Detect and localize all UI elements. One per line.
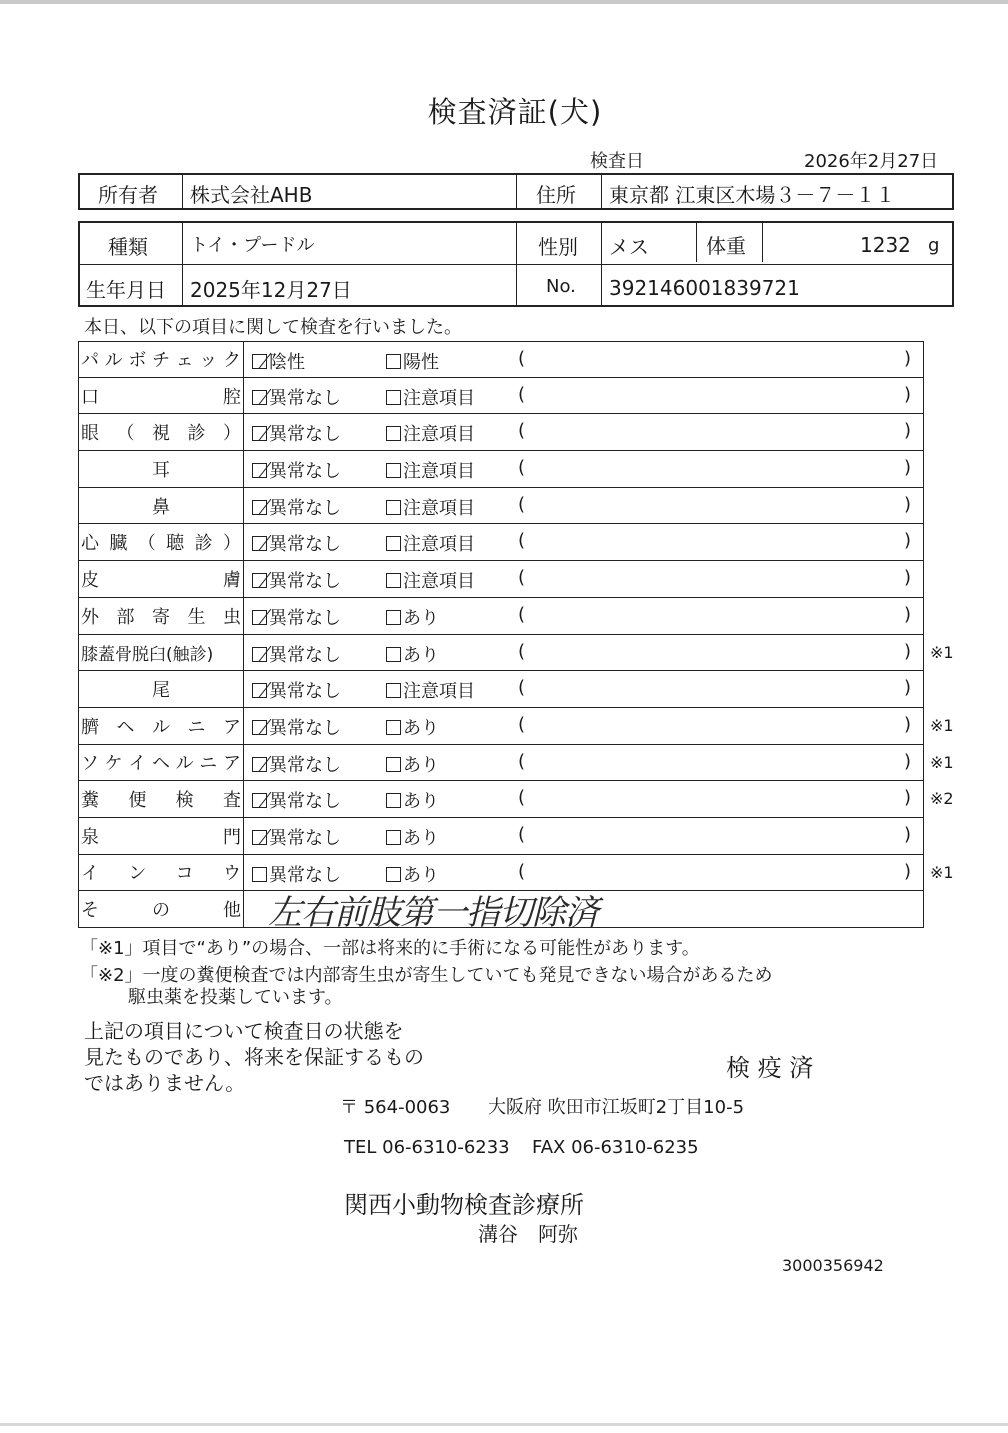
row-border (923, 524, 924, 560)
label-char: 視 (152, 423, 170, 445)
option-abnormal (386, 420, 475, 446)
option-abnormal-label: あり (403, 644, 439, 666)
paren-open: ( (518, 348, 526, 369)
option-normal-label: 異常なし (269, 607, 341, 629)
owner-value: 株式会社AHB (190, 183, 313, 207)
paren-open: ( (518, 493, 526, 515)
paren-close: ) (904, 603, 912, 625)
label-char: 心 (81, 533, 99, 555)
sex-label: 性別 (538, 235, 578, 259)
option-abnormal (386, 787, 439, 813)
item-label (78, 524, 244, 560)
label-char: ヘ (151, 753, 170, 775)
table-row (78, 818, 924, 855)
paren-open: ( (518, 750, 526, 772)
checkbox-icon[interactable] (252, 500, 267, 515)
option-abnormal-label: 注意項目 (403, 571, 475, 593)
disclaimer-line-3: ではありません。 (84, 1071, 246, 1095)
table-row (78, 708, 954, 745)
inspection-date-label: 検査日 (590, 151, 644, 172)
table-row (78, 745, 954, 782)
label-char: 眼 (81, 423, 99, 445)
label-char: 臍 (81, 716, 99, 738)
option-normal-label: 異常なし (269, 864, 341, 886)
checkbox-icon[interactable] (252, 426, 267, 441)
option-abnormal (386, 384, 475, 410)
option-abnormal (386, 641, 439, 667)
option-normal (252, 530, 341, 556)
label-char: 便 (128, 790, 147, 812)
item-label: 鼻 (78, 488, 244, 524)
paren-close: ) (904, 750, 912, 772)
option-normal (252, 457, 341, 483)
item-label: 耳 (78, 451, 244, 487)
paren-open: ( (518, 383, 526, 405)
option-normal (252, 787, 341, 813)
option-abnormal (386, 567, 475, 593)
option-normal-label: 異常なし (269, 681, 341, 703)
item-label (78, 561, 244, 597)
option-normal-label: 異常なし (269, 827, 341, 849)
clinic-tel: TEL 06-6310-6233 (344, 1137, 510, 1158)
label-char: ） (223, 423, 241, 445)
label-char: 他 (223, 900, 241, 922)
paren-close: ) (904, 530, 912, 552)
document-title: 検査済証(犬) (427, 95, 603, 129)
option-normal-label: 異常なし (269, 534, 341, 556)
row-border (923, 891, 924, 927)
checkbox-icon[interactable] (252, 757, 267, 772)
table-row (78, 561, 924, 598)
weight-label: 体重 (706, 234, 746, 258)
label-char: 糞 (81, 790, 99, 812)
table-row (78, 341, 924, 378)
label-char: イ (128, 753, 147, 775)
scan-top-edge (0, 0, 1008, 4)
option-normal (252, 604, 341, 630)
option-normal (252, 677, 341, 703)
row-border (923, 745, 924, 781)
option-normal-label: 異常なし (269, 571, 341, 593)
sex-value: メス (609, 235, 649, 259)
item-label (78, 378, 244, 414)
label-char: 生 (187, 606, 206, 628)
breed-value: トイ・プードル (190, 235, 315, 256)
table-row-other (78, 891, 924, 934)
option-abnormal-label: あり (403, 607, 439, 629)
row-border (923, 818, 924, 854)
checkbox-icon[interactable] (386, 683, 401, 698)
option-normal (252, 861, 341, 887)
option-normal (252, 384, 341, 410)
label-char: 診 (187, 423, 206, 445)
label-char: ア (222, 753, 241, 775)
label-char: ル (104, 350, 123, 372)
label-char: ） (222, 533, 241, 555)
checkbox-icon[interactable] (386, 354, 401, 369)
scan-bottom-edge (0, 1423, 1008, 1426)
option-abnormal (386, 494, 475, 520)
note-3: 駆虫薬を投薬しています。 (128, 987, 343, 1008)
weight-value: 1232 (860, 233, 911, 257)
item-label (78, 818, 244, 854)
option-normal-label: 異常なし (269, 717, 341, 739)
table-row (78, 524, 924, 561)
row-border (923, 598, 924, 634)
clinic-fax: FAX 06-6310-6235 (532, 1137, 699, 1158)
paren-close: ) (904, 860, 912, 882)
label-char: ボ (128, 350, 147, 372)
label-char: 門 (223, 826, 241, 848)
option-abnormal-label: あり (403, 864, 439, 886)
label-char: 口 (81, 386, 99, 408)
checkbox-icon[interactable] (252, 830, 267, 845)
label-char: パ (81, 350, 99, 372)
address-value: 東京都 江東区木場３－７－１１ (609, 183, 896, 207)
label-char: イ (81, 863, 99, 885)
option-abnormal (386, 348, 439, 374)
checkbox-icon[interactable] (252, 573, 267, 588)
row-border (923, 488, 924, 524)
checkbox-icon[interactable] (386, 573, 401, 588)
option-normal-label: 異常なし (269, 461, 341, 483)
label-char: 聴 (166, 533, 185, 555)
checkbox-icon[interactable] (386, 610, 401, 625)
option-normal (252, 567, 341, 593)
row-footnote-mark: ※1 (930, 862, 954, 882)
label-char: ク (222, 350, 241, 372)
checkbox-icon[interactable] (386, 867, 401, 882)
paren-open: ( (518, 567, 526, 589)
option-abnormal (386, 677, 475, 703)
option-abnormal (386, 751, 439, 777)
checkbox-icon[interactable] (386, 536, 401, 551)
row-border (923, 708, 924, 744)
owner-table (78, 173, 954, 210)
option-abnormal (386, 861, 439, 887)
paren-close: ) (904, 420, 912, 442)
label-char: 臓 (109, 533, 128, 555)
checkbox-icon[interactable] (252, 610, 267, 625)
option-normal (252, 824, 341, 850)
checkbox-icon[interactable] (252, 647, 267, 662)
table-row (78, 635, 954, 672)
label-char: （ (137, 533, 156, 555)
option-abnormal (386, 714, 439, 740)
option-abnormal-label: あり (403, 791, 439, 813)
option-normal (252, 641, 341, 667)
table-row (78, 378, 924, 415)
clinic-address: 大阪府 吹田市江坂町2丁目10-5 (488, 1097, 745, 1118)
option-normal-label: 異常なし (269, 791, 341, 813)
paren-open: ( (518, 603, 526, 625)
option-abnormal (386, 530, 475, 556)
paren-close: ) (904, 383, 912, 405)
paren-open: ( (518, 860, 526, 882)
label-char: （ (116, 423, 135, 445)
checkbox-icon[interactable] (252, 720, 267, 735)
checkbox-icon[interactable] (386, 757, 401, 772)
label-char: 皮 (81, 569, 99, 591)
row-border (923, 342, 924, 377)
option-abnormal-label: あり (403, 827, 439, 849)
birth-label: 生年月日 (86, 278, 166, 302)
handwritten-note: 左右前肢第一指切除済 (268, 893, 598, 934)
option-normal-label: 異常なし (269, 387, 341, 409)
weight-unit: g (928, 235, 940, 256)
checkbox-icon[interactable] (386, 647, 401, 662)
label-char: ヘ (116, 716, 135, 738)
option-abnormal-label: 注意項目 (403, 387, 475, 409)
row-border (923, 414, 924, 450)
label-char: 診 (194, 533, 213, 555)
paren-close: ) (904, 493, 912, 515)
owner-label: 所有者 (98, 183, 158, 207)
row-border (923, 561, 924, 597)
label-char: ケ (104, 753, 123, 775)
inspected-stamp: 検 疫 済 (726, 1054, 814, 1082)
option-abnormal-label: 注意項目 (403, 534, 475, 556)
number-label: No. (546, 276, 576, 297)
note-2: 「※2」一度の糞便検査では内部寄生虫が寄生していても発見できない場合があるため (80, 965, 773, 986)
paren-close: ) (904, 823, 912, 845)
label-char: ェ (175, 350, 194, 372)
paren-close: ) (904, 677, 912, 699)
option-abnormal-label: 注意項目 (403, 681, 475, 703)
birth-value: 2025年12月27日 (190, 278, 352, 302)
checkbox-icon[interactable] (386, 830, 401, 845)
checkbox-icon[interactable] (252, 354, 267, 369)
row-border (923, 671, 924, 707)
option-abnormal (386, 824, 439, 850)
label-char: の (152, 900, 170, 922)
label-char: ッ (199, 350, 218, 372)
option-normal (252, 751, 341, 777)
label-char: ソ (81, 753, 99, 775)
item-label (78, 708, 244, 744)
table-row (78, 414, 924, 451)
paren-open: ( (518, 713, 526, 735)
row-border (923, 378, 924, 414)
row-footnote-mark: ※1 (930, 752, 954, 772)
checkbox-icon[interactable] (252, 536, 267, 551)
option-normal (252, 420, 341, 446)
document-number: 3000356942 (782, 1256, 884, 1275)
label-char: ウ (222, 863, 241, 885)
item-label (78, 598, 244, 634)
paren-close: ) (904, 640, 912, 662)
option-normal-label: 異常なし (269, 424, 341, 446)
paren-close: ) (904, 713, 912, 735)
row-border (923, 781, 924, 817)
checkbox-icon[interactable] (386, 793, 401, 808)
option-abnormal (386, 457, 475, 483)
label-char: 検 (175, 790, 194, 812)
item-label (78, 342, 244, 377)
table-row (78, 781, 954, 818)
paren-open: ( (518, 823, 526, 845)
inspection-table (78, 341, 954, 934)
row-border (923, 635, 924, 671)
address-label: 住所 (536, 183, 576, 207)
postal-code: 〒 564-0063 (340, 1097, 451, 1118)
option-normal (252, 714, 341, 740)
item-label (78, 414, 244, 450)
intro-text: 本日、以下の項目に関して検査を行いました。 (84, 317, 462, 338)
checkbox-icon[interactable] (252, 390, 267, 405)
paren-close: ) (904, 348, 912, 369)
checkbox-icon[interactable] (252, 867, 267, 882)
label-char: ン (128, 863, 147, 885)
table-row (78, 671, 924, 708)
label-char: 外 (81, 606, 99, 628)
row-footnote-mark: ※1 (930, 642, 954, 662)
paren-close: ) (904, 787, 912, 809)
label-char: ル (152, 716, 170, 738)
label-char: ア (223, 716, 241, 738)
label-char: ニ (187, 716, 206, 738)
item-label (78, 781, 244, 817)
row-border (923, 855, 924, 891)
item-label: 膝蓋骨脱臼(触診) (78, 635, 244, 671)
label-char: そ (81, 900, 99, 922)
table-row (78, 451, 924, 488)
row-footnote-mark: ※1 (930, 715, 954, 735)
paren-open: ( (518, 457, 526, 479)
note-1: 「※1」項目で“あり”の場合、一部は将来的に手術になる可能性があります。 (80, 938, 700, 959)
option-normal-label: 異常なし (269, 497, 341, 519)
table-row (78, 488, 924, 525)
option-normal (252, 494, 341, 520)
label-char: 査 (222, 790, 241, 812)
option-abnormal (386, 604, 439, 630)
checkbox-icon[interactable] (252, 793, 267, 808)
checkbox-icon[interactable] (386, 390, 401, 405)
option-abnormal-label: あり (403, 717, 439, 739)
row-border (923, 451, 924, 487)
option-abnormal-label: 注意項目 (403, 497, 475, 519)
option-normal (252, 348, 305, 374)
checkbox-icon[interactable] (252, 683, 267, 698)
paren-close: ) (904, 567, 912, 589)
item-label (78, 891, 244, 927)
label-char: コ (175, 863, 194, 885)
checkbox-icon[interactable] (386, 720, 401, 735)
number-value: 392146001839721 (609, 276, 800, 300)
option-abnormal-label: 注意項目 (403, 424, 475, 446)
disclaimer-line-1: 上記の項目について検査日の状態を (84, 1019, 404, 1043)
clinic-name: 関西小動物検査診療所 (344, 1191, 584, 1219)
row-footnote-mark: ※2 (930, 789, 954, 809)
label-char: チ (151, 350, 170, 372)
paren-open: ( (518, 677, 526, 699)
label-char: 膚 (223, 569, 241, 591)
vet-name: 溝谷 阿弥 (478, 1222, 578, 1246)
table-row (78, 598, 924, 635)
label-char: ル (175, 753, 194, 775)
item-label (78, 855, 244, 891)
label-char: 部 (116, 606, 135, 628)
label-char: 虫 (223, 606, 241, 628)
option-normal-label: 陰性 (269, 352, 305, 373)
option-abnormal-label: 注意項目 (403, 461, 475, 483)
checkbox-icon[interactable] (386, 426, 401, 441)
checkbox-icon[interactable] (386, 500, 401, 515)
label-char: 泉 (81, 826, 99, 848)
option-abnormal-label: あり (403, 754, 439, 776)
paren-open: ( (518, 787, 526, 809)
checkbox-icon[interactable] (252, 463, 267, 478)
label-char: ニ (199, 753, 218, 775)
item-label (78, 745, 244, 781)
item-label: 尾 (78, 671, 244, 707)
inspection-date-value: 2026年2月27日 (804, 151, 939, 172)
paren-open: ( (518, 420, 526, 442)
paren-open: ( (518, 640, 526, 662)
option-normal-label: 異常なし (269, 754, 341, 776)
paren-open: ( (518, 530, 526, 552)
disclaimer-line-2: 見たものであり、将来を保証するもの (84, 1045, 424, 1069)
paren-close: ) (904, 457, 912, 479)
label-char: 寄 (152, 606, 170, 628)
label-char: 腔 (223, 386, 241, 408)
option-abnormal-label: 陽性 (403, 352, 439, 373)
breed-label: 種類 (108, 235, 148, 259)
pet-info-table (78, 221, 954, 307)
checkbox-icon[interactable] (386, 463, 401, 478)
option-normal-label: 異常なし (269, 644, 341, 666)
